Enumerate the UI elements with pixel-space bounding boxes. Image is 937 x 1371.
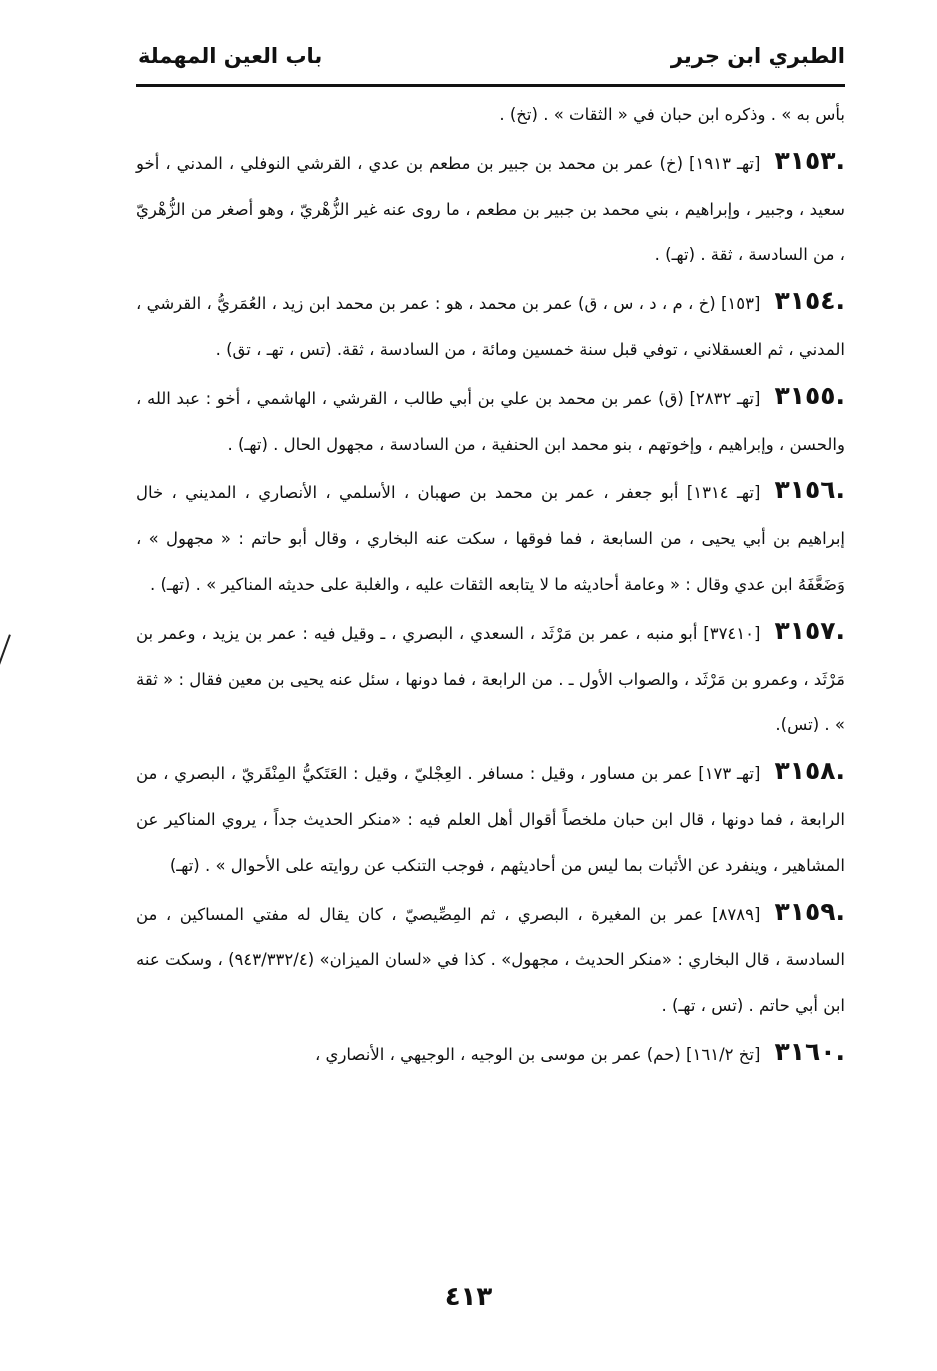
entry-number: .٣١٥٦ — [774, 475, 845, 505]
entry-text: [تهـ ١٧٣] عمر بن مساور ، وقيل : مسافر . العِجْليّ ، وقيل : العَتَكيُّ المِنْقَريّ ، البصري ، من الرابعة ، فما دونها ، قال ابن حبان ملخصاً أقوال أهل العلم فيه : «منكر الحديث جداً ، يروي المناكير عن المشاهير ، وينفرد عن الأثبات بما ليس من أحاديثهم ، فوجب التنكب عن روايته على الأحوال » . (تهـ) — [136, 764, 845, 875]
entry-3155 — [136, 373, 845, 468]
entry-text: [١٥٣] (خ ، م ، د ، س ، ق) عمر بن محمد ، هو : عمر بن محمد ابن زيد ، العُمَريُّ ، القرشي ، المدني ، ثم العسقلاني ، توفي قبل سنة خمسين ومائة ، من السادسة ، ثقة. (تس ، تهـ ، تق) . — [136, 294, 845, 359]
header-left-title: باب العين المهملة — [138, 44, 323, 68]
entry-3157 — [136, 608, 845, 748]
entry-number: .٣١٥٩ — [774, 896, 845, 926]
entry-3158 — [136, 748, 845, 888]
entry-3153 — [136, 138, 845, 278]
entry-number: .٣١٥٨ — [774, 756, 845, 786]
entry-continuation — [136, 92, 845, 138]
margin-pen-mark — [0, 634, 14, 673]
entry-3159 — [136, 889, 845, 1029]
entry-text: [تهـ ١٣١٤] أبو جعفر ، عمر بن محمد بن صهبان ، الأسلمي ، الأنصاري ، المديني ، خال إبراهيم بن أبي يحيى ، من السابعة ، فما فوقها ، سكت عنه البخاري ، وقال أبو حاتم : « مجهول » ، وَضَعَّفَهُ ابن عدي وقال : « وعامة أحاديثه ما لا يتابعه الثقات عليه ، والغلبة على حديثه المناكير » . (تهـ) . — [136, 483, 845, 594]
entry-text: [تهـ ٢٨٣٢] (ق) عمر بن محمد بن علي بن أبي طالب ، القرشي ، الهاشمي ، أخو : عبد الله ، والحسن ، وإبراهيم ، وإخوتهم ، بنو محمد ابن الحنفية ، من السادسة ، مجهول الحال . (تهـ) . — [136, 388, 845, 454]
entry-text: [تخ ١٦١/٢] (حم) عمر بن موسى بن الوجيه ، الوجيهي ، الأنصاري ، — [314, 1044, 761, 1064]
page-number: ٤١٣ — [444, 1282, 493, 1312]
entry-text: [٣٧٤١٠] أبو منبه ، عمر بن مَرْثَد ، السعدي ، البصري ، ـ وقيل فيه : عمر بن يزيد ، وعمر بن مَرْثَد ، وعمرو بن مَرْثَد ، والصواب الأول ـ . من الرابعة ، فما دونها ، سئل عنه يحيى بن معين فقال : « ثقة » . (تس). — [136, 623, 845, 735]
header-right-title: الطبري ابن جرير — [670, 44, 845, 68]
entry-number: .٣١٥٧ — [774, 615, 845, 645]
entry-text: بأس به » . وذكره ابن حبان في « الثقات » . (تخ) . — [499, 105, 845, 124]
entry-3156 — [136, 467, 845, 607]
header-rule — [136, 84, 845, 87]
entry-text: [تهـ ١٩١٣] (خ) عمر بن محمد بن جبير بن مطعم بن عدي ، القرشي النوفلي ، المدني ، أخو سعيد ، وجبير ، وإبراهيم ، بني محمد بن جبير بن مطعم ، ما روى عنه غير الزُّهْريّ ، وهو أصغر من الزُّهْريّ ، من السادسة ، ثقة . (تهـ) . — [136, 153, 845, 265]
page-body — [136, 92, 845, 1078]
entry-3160 — [136, 1029, 845, 1078]
entry-number: .٣١٥٤ — [774, 286, 845, 316]
entry-number: .٣١٥٣ — [774, 145, 845, 175]
page-header — [138, 36, 845, 76]
entry-number: .٣١٥٥ — [774, 380, 846, 410]
entry-text: [٨٧٨٩] عمر بن المغيرة ، البصري ، ثم المِصِّيصيّ ، كان يقال له مفتي المساكين ، من السادسة ، قال البخاري : «منكر الحديث ، مجهول» . كذا في «لسان الميزان» (٩٤٣/٣٣٢/٤) ، وسكت عنه ابن أبي حاتم . (تس ، تهـ) . — [136, 904, 845, 1016]
entry-3154 — [136, 278, 845, 373]
entry-number: .٣١٦٠ — [774, 1036, 845, 1066]
